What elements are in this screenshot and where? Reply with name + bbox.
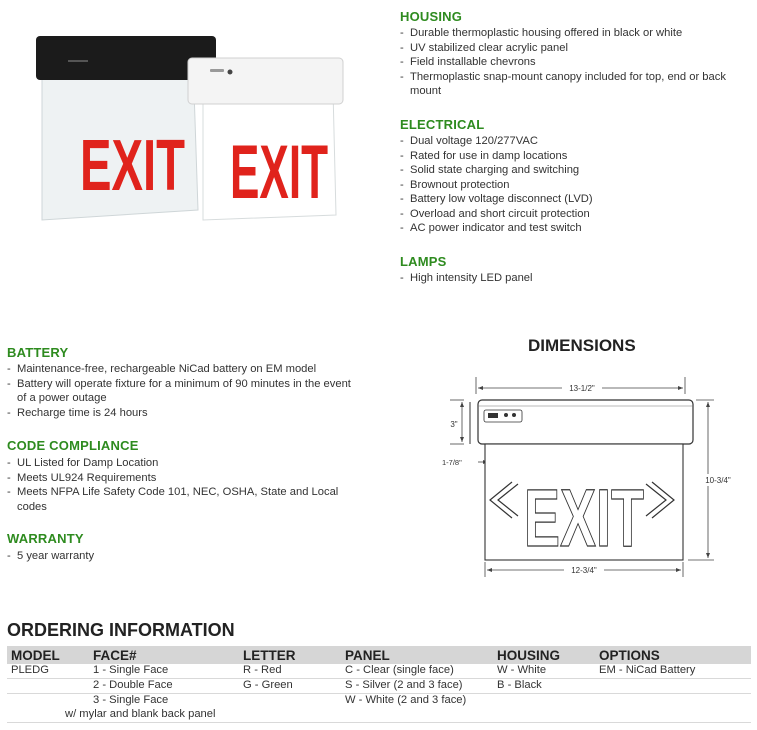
table-cell xyxy=(239,694,341,709)
table-row xyxy=(7,694,751,709)
warranty-list xyxy=(7,549,352,564)
electrical-list xyxy=(400,134,755,236)
exit-letters-front: EXIT xyxy=(230,130,328,215)
list-item: - UV stabilized clear acrylic panel xyxy=(400,41,755,56)
lamps-list xyxy=(400,271,755,286)
dimension-diagram xyxy=(440,372,740,582)
white-exit-sign xyxy=(188,58,343,220)
table-cell xyxy=(595,694,751,709)
list-item: - 5 year warranty xyxy=(7,549,352,564)
table-row xyxy=(7,664,751,679)
column-header: HOUSING xyxy=(493,646,595,664)
battery-heading: BATTERY xyxy=(7,345,69,360)
list-item: - Battery low voltage disconnect (LVD) xyxy=(400,192,755,207)
ordering-title: ORDERING INFORMATION xyxy=(7,620,235,640)
table-row xyxy=(7,679,751,694)
code-compliance-heading: CODE COMPLIANCE xyxy=(7,438,139,453)
list-item: - Solid state charging and switching xyxy=(400,163,755,178)
list-item: - AC power indicator and test switch xyxy=(400,221,755,236)
width-label: 13-1/2" xyxy=(569,384,595,393)
panel-width-label: 12-3/4" xyxy=(571,566,597,575)
column-header: MODEL xyxy=(7,646,89,664)
list-item: - Recharge time is 24 hours xyxy=(7,406,352,421)
list-item: - Meets NFPA Life Safety Code 101, NEC, OSHA, State and Local codes xyxy=(7,485,367,514)
table-cell: S - Silver (2 and 3 face) xyxy=(341,679,493,694)
ordering-table xyxy=(7,646,751,723)
table-cell xyxy=(493,694,595,709)
dimensions-drawing xyxy=(440,372,740,582)
housing-list xyxy=(400,26,755,99)
exit-letters-back: EXIT xyxy=(80,126,186,206)
table-cell: W - White (2 and 3 face) xyxy=(345,694,467,706)
table-cell: G - Green xyxy=(239,679,341,694)
table-header-row xyxy=(7,646,751,664)
list-item: - Maintenance-free, rechargeable NiCad battery on EM model xyxy=(7,362,352,377)
table-cell: B - Black xyxy=(493,679,595,694)
table-cell: R - Red xyxy=(239,664,341,679)
table-cell: PLEDG xyxy=(7,664,89,679)
column-header: PANEL xyxy=(341,646,493,664)
table-note-row xyxy=(7,708,751,723)
list-item: - Overload and short circuit protection xyxy=(400,207,755,222)
depth-label: 1-7/8" xyxy=(442,458,462,467)
table-cell: 3 - Single Face xyxy=(93,694,169,706)
list-item: - High intensity LED panel xyxy=(400,271,755,286)
table-cell xyxy=(7,694,89,709)
list-item: - Battery will operate fixture for a minimum of 90 minutes in the event of a power outage xyxy=(7,377,352,406)
list-item: - Dual voltage 120/277VAC xyxy=(400,134,755,149)
column-header: FACE# xyxy=(89,646,239,664)
table-cell xyxy=(595,679,751,694)
dimensions-title: DIMENSIONS xyxy=(528,336,636,355)
table-cell: 1 - Single Face xyxy=(89,664,239,679)
electrical-heading: ELECTRICAL xyxy=(400,117,485,132)
housing-heading: HOUSING xyxy=(400,9,463,24)
list-item: - Meets UL924 Requirements xyxy=(7,471,367,486)
list-item: - Brownout protection xyxy=(400,178,755,193)
list-item: - UL Listed for Damp Location xyxy=(7,456,367,471)
list-item: - Thermoplastic snap-mount canopy included for top, end or back mount xyxy=(400,70,755,99)
battery-list xyxy=(7,362,352,420)
table-cell: C - Clear (single face) xyxy=(341,664,493,679)
product-image xyxy=(28,20,348,230)
exit-sign-illustration xyxy=(28,20,348,230)
housing-height-label: 3" xyxy=(450,420,458,429)
table-cell: W - White xyxy=(493,664,595,679)
code-compliance-list xyxy=(7,456,367,514)
table-cell xyxy=(7,679,89,694)
list-item: - Durable thermoplastic housing offered in black or white xyxy=(400,26,755,41)
lamps-heading: LAMPS xyxy=(400,254,447,269)
table-cell: EM - NiCad Battery xyxy=(595,664,751,679)
warranty-heading: WARRANTY xyxy=(7,531,84,546)
white-housing xyxy=(188,58,343,104)
table-note: w/ mylar and blank back panel xyxy=(7,708,751,723)
table-cell: 2 - Double Face xyxy=(89,679,239,694)
exit-letters-outline: EXIT xyxy=(524,473,644,564)
list-item: - Rated for use in damp locations xyxy=(400,149,755,164)
height-label: 10-3/4" xyxy=(705,476,731,485)
list-item: - Field installable chevrons xyxy=(400,55,755,70)
column-header: OPTIONS xyxy=(595,646,751,664)
column-header: LETTER xyxy=(239,646,341,664)
